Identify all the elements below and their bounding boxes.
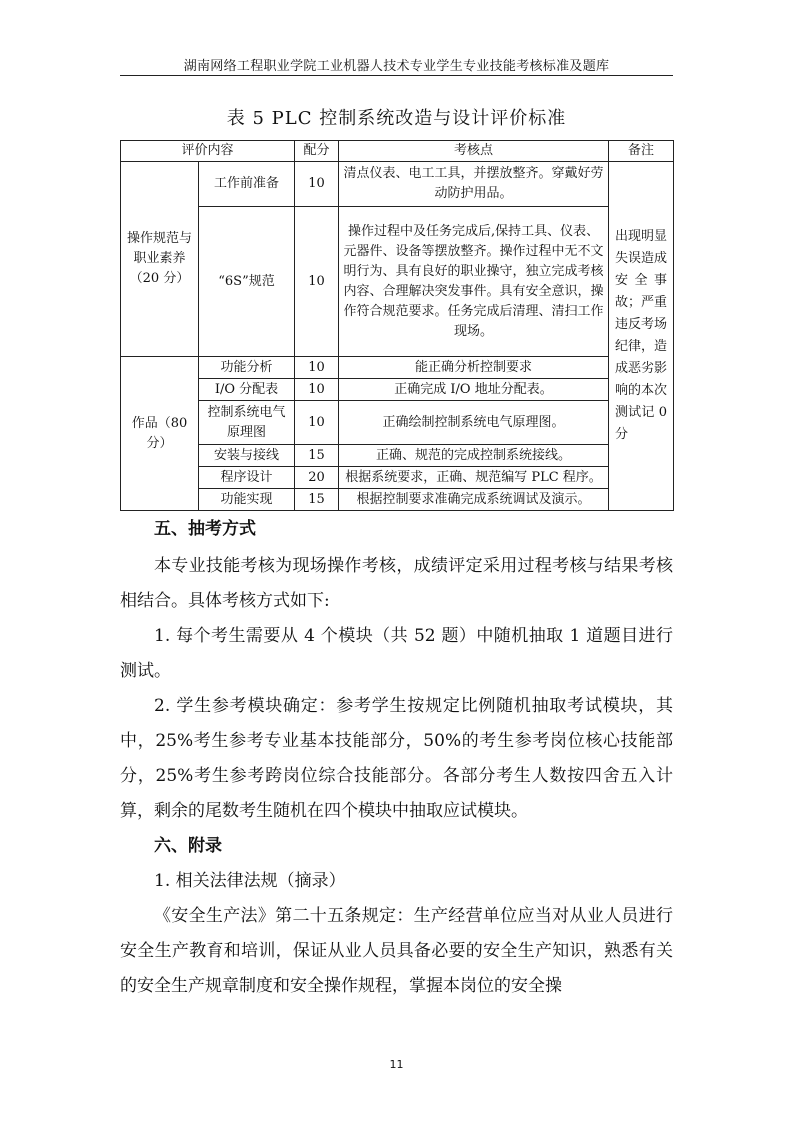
item-cell: 程序设计	[199, 467, 295, 489]
section-5-paragraph: 本专业技能考核为现场操作考核，成绩评定采用过程考核与结果考核相结合。具体考核方式如下:	[120, 556, 673, 611]
points-cell: 清点仪表、电工工具，并摆放整齐。穿戴好劳动防护用品。	[339, 162, 609, 207]
item-cell: 功能分析	[199, 357, 295, 379]
item-cell: 安装与接线	[199, 445, 295, 467]
score-cell: 10	[295, 162, 339, 207]
section-6-paragraph: 《安全生产法》第二十五条规定：生产经营单位应当对从业人员进行安全生产教育和培训，保证从业人员具备必要的安全生产知识，熟悉有关的安全生产规章制度和安全操作规程，掌握本岗位的安全操	[120, 906, 673, 996]
body-section	[120, 512, 673, 1004]
header-note: 备注	[609, 141, 674, 162]
header-content: 评价内容	[121, 141, 295, 162]
table-row	[121, 445, 674, 467]
item-cell: 功能实现	[199, 489, 295, 511]
evaluation-table	[120, 140, 674, 511]
note-cell: 出现明显失误造成安全事故；严重违反考场纪律，造成恶劣影响的本次测试记 0 分	[609, 162, 674, 511]
running-header: 湖南网络工程职业学院工业机器人技术专业学生专业技能考核标准及题库	[183, 59, 610, 74]
points-cell: 正确完成 I/O 地址分配表。	[339, 379, 609, 401]
score-cell: 15	[295, 489, 339, 511]
section-6-title: 六、附录	[154, 836, 222, 856]
points-cell: 能正确分析控制要求	[339, 357, 609, 379]
points-cell: 根据控制要求准确完成系统调试及演示。	[339, 489, 609, 511]
score-cell: 15	[295, 445, 339, 467]
table-row	[121, 467, 674, 489]
header-score: 配分	[295, 141, 339, 162]
header-rule	[120, 75, 673, 76]
category-conduct: 操作规范与职业素养（20 分）	[121, 162, 199, 357]
score-cell: 10	[295, 207, 339, 357]
table-row	[121, 379, 674, 401]
table-row	[121, 357, 674, 379]
points-cell: 正确、规范的完成控制系统接线。	[339, 445, 609, 467]
points-cell: 根据系统要求，正确、规范编写 PLC 程序。	[339, 467, 609, 489]
table-row	[121, 489, 674, 511]
score-cell: 10	[295, 401, 339, 445]
page-number: 11	[389, 1058, 404, 1071]
section-6-paragraph: 1. 相关法律法规（摘录）	[154, 871, 346, 891]
category-work: 作品（80 分）	[121, 357, 199, 511]
table-title: 表 5 PLC 控制系统改造与设计评价标准	[226, 108, 567, 129]
table-row	[121, 162, 674, 207]
score-cell: 10	[295, 357, 339, 379]
table-row	[121, 207, 674, 357]
table-header-row	[121, 141, 674, 162]
header-points: 考核点	[339, 141, 609, 162]
section-5-title: 五、抽考方式	[154, 519, 256, 539]
item-cell: “6S”规范	[199, 207, 295, 357]
section-5-paragraph: 1. 每个考生需要从 4 个模块（共 52 题）中随机抽取 1 道题目进行测试。	[120, 626, 673, 681]
item-cell: 控制系统电气原理图	[199, 401, 295, 445]
section-5-paragraph: 2. 学生参考模块确定：参考学生按规定比例随机抽取考试模块，其中，25%考生参考专业基本技能部分，50%的考生参考岗位核心技能部分，25%考生参考跨岗位综合技能部分。各部分考生人数按四舍五入计算，剩余的尾数考生随机在四个模块中抽取应试模块。	[120, 696, 673, 821]
item-cell: I/O 分配表	[199, 379, 295, 401]
item-cell: 工作前准备	[199, 162, 295, 207]
table-row	[121, 401, 674, 445]
points-cell: 操作过程中及任务完成后,保持工具、仪表、元器件、设备等摆放整齐。操作过程中无不文明行为、具有良好的职业操守，独立完成考核内容、合理解决突发事件。具有安全意识，操作符合规范要求。任务完成后清理、清扫工作现场。	[339, 207, 609, 357]
score-cell: 20	[295, 467, 339, 489]
points-cell: 正确绘制控制系统电气原理图。	[339, 401, 609, 445]
score-cell: 10	[295, 379, 339, 401]
